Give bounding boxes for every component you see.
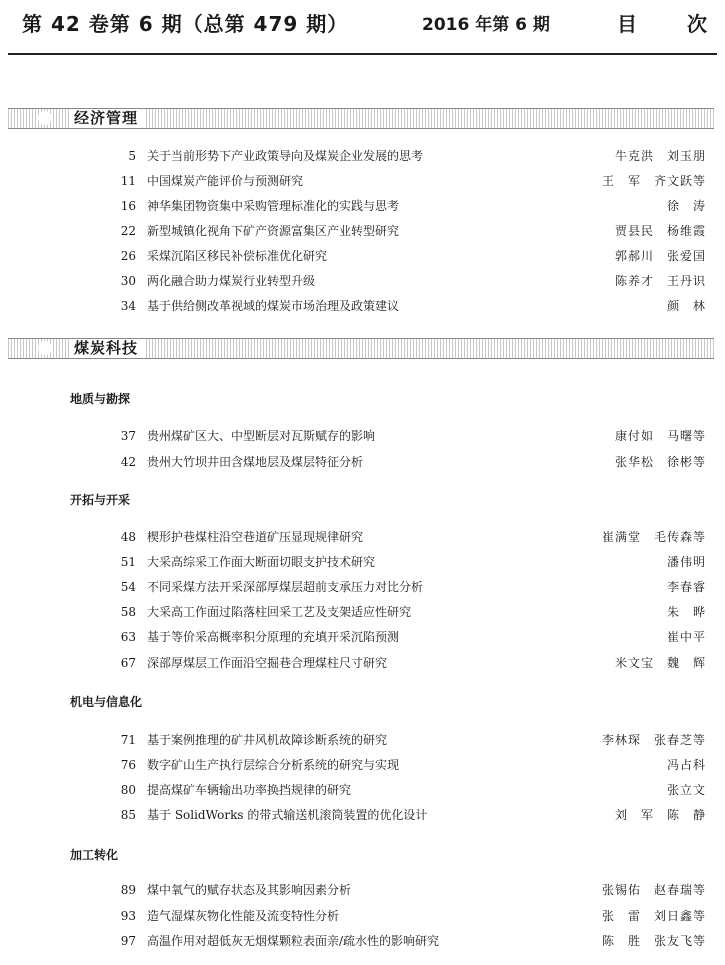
- toc-entry[interactable]: [110, 754, 706, 776]
- entry-page: 22: [120, 224, 136, 238]
- entry-authors: 康付如 马曙等: [614, 429, 706, 443]
- entry-authors: 刘 军 陈 静: [614, 808, 706, 822]
- subsection-title: 地质与勘探: [70, 392, 131, 406]
- section-bar-coal-technology: [8, 338, 714, 359]
- entry-title: 中国煤炭产能评价与预测研究: [147, 174, 304, 188]
- entry-title: 深部厚煤层工作面沿空掘巷合理煤柱尺寸研究: [147, 656, 388, 670]
- section-bullet-icon: [38, 341, 52, 355]
- entry-authors: 王 军 齐文跃等: [601, 174, 706, 188]
- entry-page: 58: [120, 605, 136, 619]
- toc-entry[interactable]: [110, 930, 706, 952]
- entry-title: 基于 SolidWorks 的带式输送机滚筒装置的优化设计: [147, 808, 428, 822]
- entry-page: 42: [120, 455, 136, 469]
- issue-date: 2016 年第 6 期: [422, 15, 550, 35]
- entry-page: 34: [120, 299, 136, 313]
- toc-entry[interactable]: [110, 170, 706, 192]
- entry-title: 神华集团物资集中采购管理标准化的实践与思考: [147, 199, 400, 213]
- entry-title: 新型城镇化视角下矿产资源富集区产业转型研究: [147, 224, 400, 238]
- entry-title: 不同采煤方法开采深部厚煤层超前支承压力对比分析: [147, 580, 424, 594]
- toc-entry[interactable]: [110, 576, 706, 598]
- toc-entry[interactable]: [110, 804, 706, 826]
- toc-entry[interactable]: [110, 245, 706, 267]
- subsection-title: 加工转化: [70, 848, 119, 862]
- toc-entry[interactable]: [110, 905, 706, 927]
- toc-entry[interactable]: [110, 220, 706, 242]
- entry-page: 51: [120, 555, 136, 569]
- entry-page: 97: [120, 934, 136, 948]
- entry-authors: 潘伟明: [666, 555, 706, 569]
- subsection-title: 机电与信息化: [70, 695, 143, 709]
- entry-title: 两化融合助力煤炭行业转型升级: [147, 274, 316, 288]
- toc-entry[interactable]: [110, 779, 706, 801]
- entry-authors: 张华松 徐彬等: [614, 455, 706, 469]
- entry-authors: 陈养才 王丹识: [614, 274, 706, 288]
- entry-authors: 张锡佑 赵春瑞等: [601, 883, 706, 897]
- entry-title: 贵州大竹坝井田含煤地层及煤层特征分析: [147, 455, 364, 469]
- entry-title: 采煤沉陷区移民补偿标准优化研究: [147, 249, 328, 263]
- entry-title: 基于等价采高概率积分原理的充填开采沉陷预测: [147, 630, 400, 644]
- toc-entry[interactable]: [110, 145, 706, 167]
- toc-entry[interactable]: [110, 195, 706, 217]
- header-rule: [8, 53, 717, 55]
- entry-authors: 朱 晔: [666, 605, 706, 619]
- entry-authors: 米文宝 魏 辉: [614, 656, 706, 670]
- entry-page: 54: [120, 580, 136, 594]
- toc-heading-char-2: 次: [687, 12, 707, 36]
- entry-authors: 张立文: [666, 783, 706, 797]
- entry-title: 关于当前形势下产业政策导向及煤炭企业发展的思考: [147, 149, 424, 163]
- entry-authors: 李林琛 张春芝等: [601, 733, 706, 747]
- entry-authors: 冯占科: [666, 758, 706, 772]
- entry-authors: 李春睿: [666, 580, 706, 594]
- subsection-title: 开拓与开采: [70, 493, 131, 507]
- toc-entry[interactable]: [110, 729, 706, 751]
- entry-page: 67: [120, 656, 136, 670]
- entry-title: 煤中氧气的赋存状态及其影响因素分析: [147, 883, 352, 897]
- entry-page: 80: [120, 783, 136, 797]
- entry-title: 提高煤矿车辆输出功率换挡规律的研究: [147, 783, 352, 797]
- entry-title: 楔形护巷煤柱沿空巷道矿压显现规律研究: [147, 530, 364, 544]
- entry-title: 基于案例推理的矿井风机故障诊断系统的研究: [147, 733, 388, 747]
- entry-authors: 张 雷 刘日鑫等: [601, 909, 706, 923]
- toc-entry[interactable]: [110, 652, 706, 674]
- entry-authors: 崔中平: [666, 630, 706, 644]
- entry-page: 76: [120, 758, 136, 772]
- entry-authors: 郭郝川 张爱国: [614, 249, 706, 263]
- entry-page: 26: [120, 249, 136, 263]
- toc-entry[interactable]: [110, 451, 706, 473]
- section-title: 煤炭科技: [70, 339, 146, 358]
- entry-page: 30: [120, 274, 136, 288]
- entry-authors: 徐 涛: [666, 199, 706, 213]
- entry-page: 16: [120, 199, 136, 213]
- toc-entry[interactable]: [110, 551, 706, 573]
- entry-authors: 牛克洪 刘玉朋: [614, 149, 706, 163]
- entry-page: 48: [120, 530, 136, 544]
- entry-page: 93: [120, 909, 136, 923]
- entry-title: 贵州煤矿区大、中型断层对瓦斯赋存的影响: [147, 429, 376, 443]
- entry-page: 71: [120, 733, 136, 747]
- entry-title: 大采高综采工作面大断面切眼支护技术研究: [147, 555, 376, 569]
- toc-entry[interactable]: [110, 295, 706, 317]
- section-bullet-icon: [38, 111, 52, 125]
- section-bar-economics: [8, 108, 714, 129]
- entry-title: 造气湿煤灰物化性能及流变特性分析: [147, 909, 340, 923]
- entry-page: 63: [120, 630, 136, 644]
- toc-heading-char-1: 目: [617, 12, 637, 36]
- entry-title: 高温作用对超低灰无烟煤颗粒表面亲/疏水性的影响研究: [147, 934, 440, 948]
- entry-page: 89: [120, 883, 136, 897]
- toc-entry[interactable]: [110, 526, 706, 548]
- toc-entry[interactable]: [110, 270, 706, 292]
- toc-entry[interactable]: [110, 879, 706, 901]
- entry-authors: 颜 林: [666, 299, 706, 313]
- toc-heading: [617, 8, 707, 37]
- entry-title: 数字矿山生产执行层综合分析系统的研究与实现: [147, 758, 400, 772]
- entry-authors: 崔满堂 毛传森等: [601, 530, 706, 544]
- entry-page: 5: [128, 149, 136, 163]
- entry-page: 11: [120, 174, 136, 188]
- entry-page: 37: [120, 429, 136, 443]
- toc-entry[interactable]: [110, 601, 706, 623]
- entry-authors: 陈 胜 张友飞等: [601, 934, 706, 948]
- entry-title: 基于供给侧改革视域的煤炭市场治理及政策建议: [147, 299, 400, 313]
- page-header: [0, 0, 725, 50]
- volume-issue: 第 42 卷第 6 期（总第 479 期）: [22, 12, 349, 36]
- entry-page: 85: [120, 808, 136, 822]
- entry-authors: 贾县民 杨维霞: [614, 224, 706, 238]
- toc-entry[interactable]: [110, 626, 706, 648]
- section-title: 经济管理: [70, 109, 146, 128]
- toc-entry[interactable]: [110, 425, 706, 447]
- entry-title: 大采高工作面过陷落柱回采工艺及支架适应性研究: [147, 605, 412, 619]
